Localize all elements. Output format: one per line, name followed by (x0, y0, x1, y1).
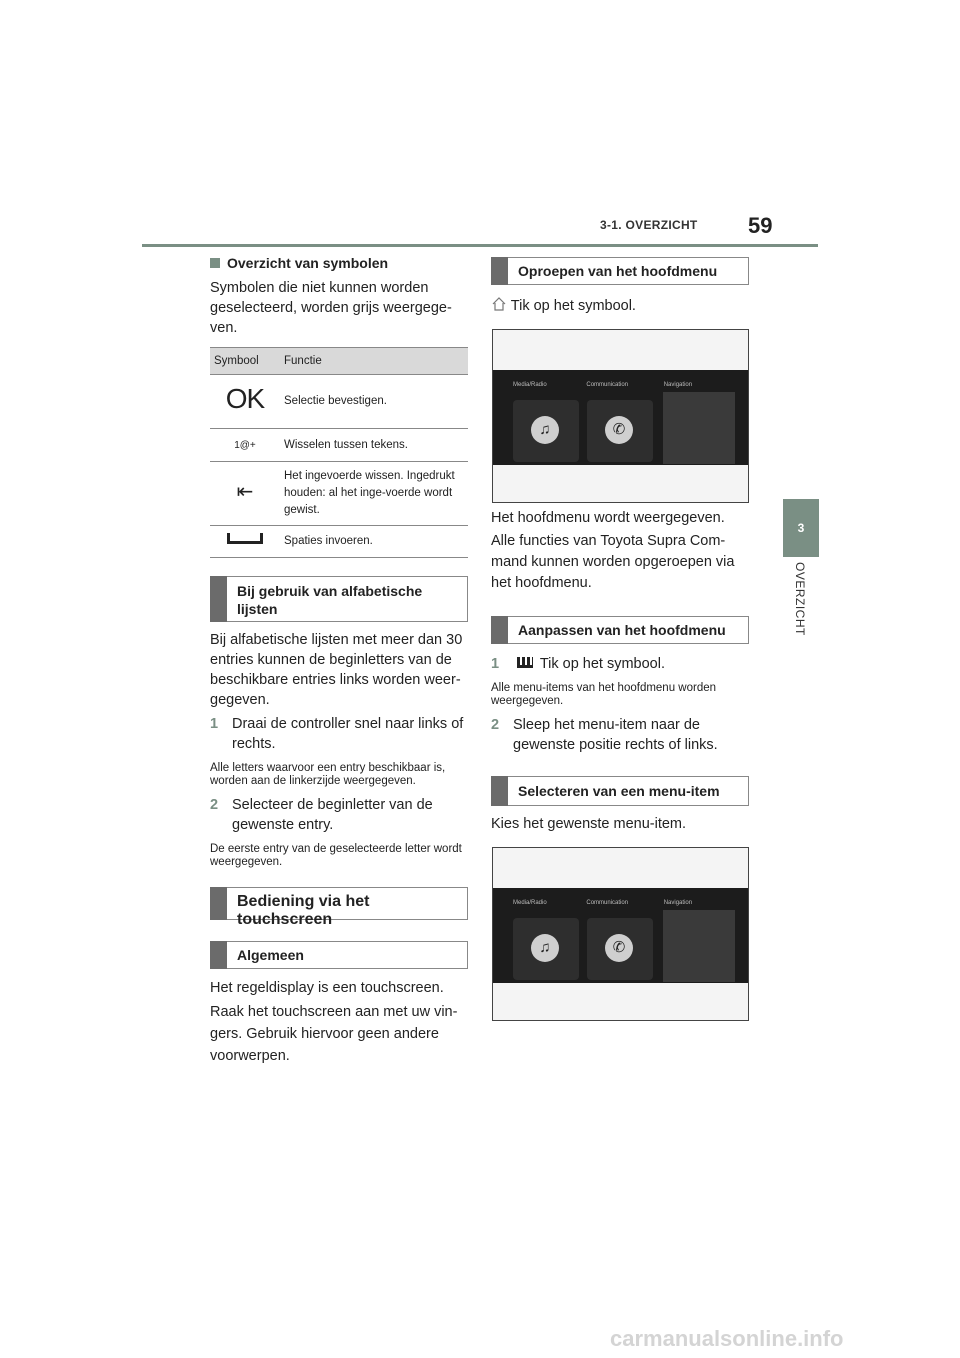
chapter-label-text: OVERZICHT (793, 562, 807, 636)
section-title: Aanpassen van het hoofdmenu (518, 622, 726, 638)
adjust-step-2 (491, 715, 749, 755)
chapter-label (783, 562, 819, 662)
section-box-select-item (491, 776, 749, 806)
backspace-icon: ⇤ (210, 462, 280, 526)
space-icon (210, 526, 280, 558)
navigation-map-tile (663, 910, 735, 982)
general-text-1: Het regeldisplay is een touchscreen. (210, 980, 444, 996)
table-cell-function: Het ingevoerde wissen. Ingedrukt houden: al het inge-voerde wordt gewist. (280, 462, 468, 526)
section-bar (210, 576, 227, 622)
section-bar (210, 887, 227, 920)
screen-tab-navigation: Navigation (663, 900, 693, 906)
navigation-map-tile (663, 392, 735, 464)
ok-icon: OK (210, 375, 280, 429)
communication-tile (587, 918, 653, 980)
table-cell-function: Spaties invoeren. (280, 526, 468, 558)
switch-chars-icon: 1@+ (210, 429, 280, 462)
section-title: Oproepen van het hoofdmenu (518, 263, 718, 279)
step-text: Tik op het symbool. (539, 656, 665, 672)
section-box-adjust-menu (491, 616, 749, 644)
section-bar (491, 776, 508, 806)
chapter-tab (783, 499, 819, 557)
table-cell-function: Selectie bevestigen. (280, 375, 468, 429)
step-text: Sleep het menu-item naar de gewenste positie rechts of links. (513, 717, 718, 753)
step-number: 2 (491, 717, 500, 733)
section-bar (210, 941, 227, 969)
communication-tile (587, 400, 653, 462)
screen-tab-navigation: Navigation (663, 382, 693, 388)
table-row (210, 526, 468, 558)
table-header-symbol: Symbool (210, 348, 280, 375)
screen-tab-communication: Communication (586, 900, 629, 906)
phone-icon: ✆ (605, 934, 633, 962)
main-menu-screenshot-1 (492, 329, 749, 503)
section-title: Bediening via het touchscreen (237, 893, 370, 928)
call-text: Tik op het symbool. (510, 298, 636, 314)
media-tile (513, 918, 579, 980)
adjust-step-1 (491, 654, 749, 674)
phone-icon: ✆ (605, 416, 633, 444)
section-bar (491, 257, 508, 285)
section-box-call-menu (491, 257, 749, 285)
page-number: 59 (748, 213, 773, 238)
symbols-intro: Symbolen die niet kunnen worden geselecteerd, worden grijs weergege-ven. (210, 280, 452, 336)
select-text: Kies het gewenste menu-item. (491, 816, 687, 832)
table-row (210, 429, 468, 462)
alpha-text: Bij alfabetische lijsten met meer dan 30 entries kunnen de beginletters van de beschikbare entries links worden weer-gegeven. (210, 632, 463, 708)
call-after-1: Het hoofdmenu wordt weergegeven. (491, 510, 725, 526)
heading-square-icon (210, 258, 220, 268)
watermark: carmanualsonline.info (610, 1326, 844, 1351)
step-number: 1 (210, 716, 219, 732)
header-divider (142, 244, 818, 247)
section-box-general (210, 941, 468, 969)
table-cell-function: Wisselen tussen tekens. (280, 429, 468, 462)
media-tile (513, 400, 579, 462)
screen-tab-communication: Communication (586, 382, 629, 388)
section-bar (491, 616, 508, 644)
screen-tabs (513, 382, 692, 388)
table-row (210, 462, 468, 526)
alpha-step-2 (210, 795, 468, 835)
table-header-function: Functie (280, 348, 468, 375)
step-number: 2 (210, 797, 219, 813)
section-box-touchscreen (210, 887, 468, 928)
step-text: Draai de controller snel naar links of rechts. (232, 716, 464, 752)
section-box-alphabetic (210, 576, 468, 622)
music-note-icon: ♫ (531, 934, 559, 962)
header-section-title: 3-1. OVERZICHT (600, 218, 698, 232)
menu-layout-icon (517, 657, 533, 668)
step-text: Selecteer de beginletter van de gewenste entry. (232, 797, 433, 833)
screen-tab-media: Media/Radio (513, 900, 547, 906)
table-row (210, 375, 468, 429)
step-number: 1 (491, 656, 500, 672)
general-text-2: Raak het touchscreen aan met uw vin-gers. Gebruik hiervoor geen andere voorwerpen. (210, 1004, 458, 1064)
call-after-2: Alle functies van Toyota Supra Com-mand kunnen worden opgeroepen via het hoofdmenu. (491, 533, 735, 591)
chapter-number: 3 (797, 521, 805, 535)
alpha-step-1 (210, 714, 468, 754)
main-menu-screenshot-2 (492, 847, 749, 1021)
alpha-step-1-note: Alle letters waarvoor een entry beschikbaar is, worden aan de linkerzijde weergegeven. (210, 762, 446, 787)
symbols-heading (210, 255, 388, 271)
call-instruction (491, 296, 749, 316)
alpha-step-2-note: De eerste entry van de geselecteerde letter wordt weergegeven. (210, 843, 462, 868)
screen-tab-media: Media/Radio (513, 382, 547, 388)
music-note-icon: ♫ (531, 416, 559, 444)
symbols-heading-text: Overzicht van symbolen (227, 255, 389, 271)
section-title: Bij gebruik van alfabetische lijsten (237, 583, 423, 617)
adjust-step-1-note: Alle menu-items van het hoofdmenu worden weergegeven. (491, 682, 717, 707)
section-title: Algemeen (237, 947, 304, 963)
symbols-table (210, 347, 468, 558)
home-icon (491, 296, 507, 312)
section-title: Selecteren van een menu-item (518, 783, 720, 799)
screen-tabs (513, 900, 692, 906)
